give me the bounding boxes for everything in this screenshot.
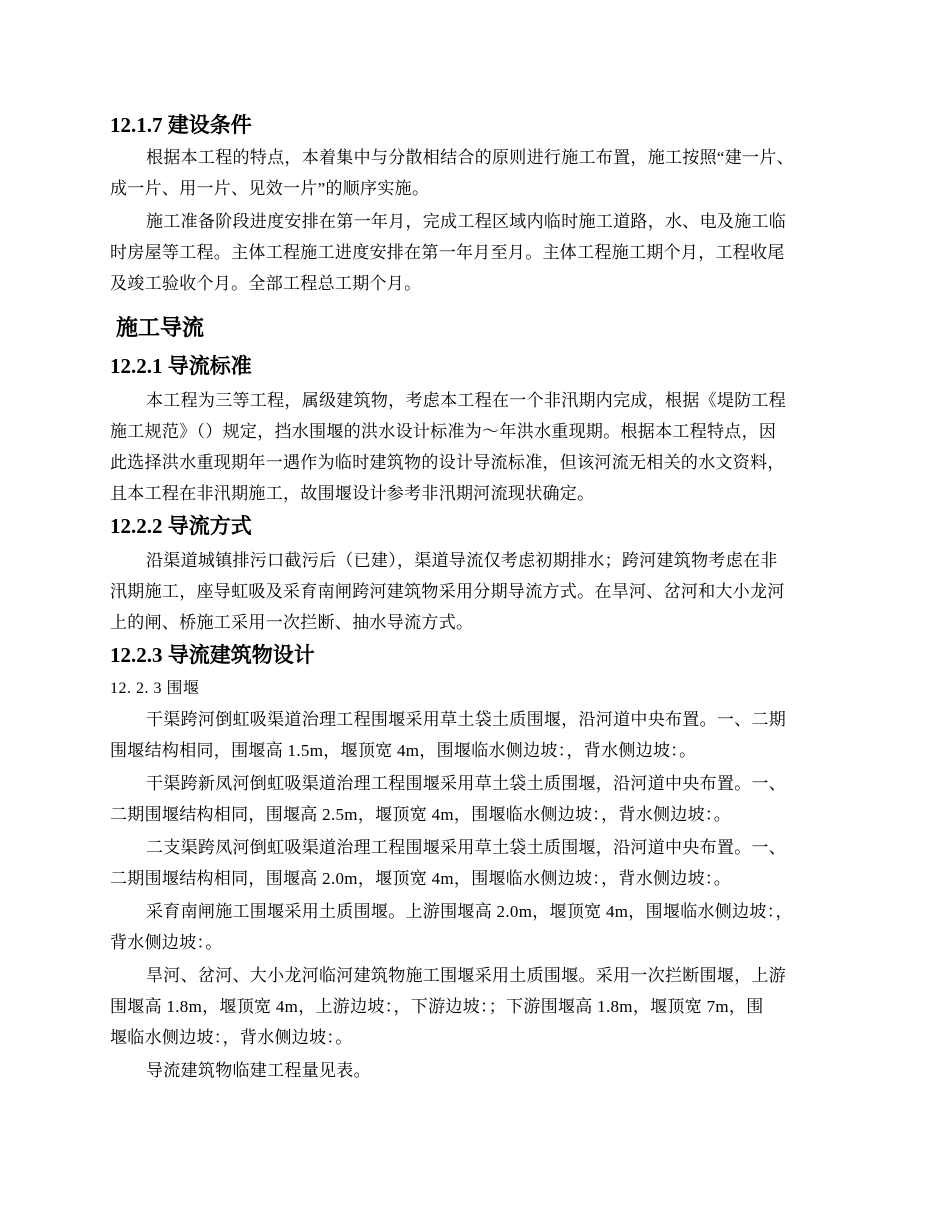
section-heading-construction-conditions: 12.1.7 建设条件 xyxy=(110,113,252,137)
paragraph xyxy=(110,896,850,958)
text-line: 汛期施工，座导虹吸及采育南闸跨河建筑物采用分期导流方式。在旱河、岔河和大小龙河 xyxy=(110,582,785,601)
text-line: 时房屋等工程。主体工程施工进度安排在第一年月至月。主体工程施工期个月，工程收尾 xyxy=(110,243,785,262)
section-heading-diversion-structure-design: 12.2.3 导流建筑物设计 xyxy=(110,643,315,667)
text-line: 施工准备阶段进度安排在第一年月，完成工程区域内临时施工道路，水、电及施工临 xyxy=(146,212,787,231)
text-line: 围堰高 1.8m，堰顶宽 4m，上游边坡：，下游边坡：；下游围堰高 1.8m，堰顶宽 7m，围 xyxy=(110,997,764,1016)
text-line: 本工程为三等工程，属级建筑物，考虑本工程在一个非汛期内完成，根据《堤防工程 xyxy=(146,391,787,410)
paragraph xyxy=(110,832,850,894)
text-line: 二期围堰结构相同，围堰高 2.5m，堰顶宽 4m，围堰临水侧边坡：，背水侧边坡：。 xyxy=(110,805,731,824)
section-heading-diversion: 施工导流 xyxy=(116,315,205,340)
text-line: 旱河、岔河、大小龙河临河建筑物施工围堰采用土质围堰。采用一次拦断围堰，上游 xyxy=(146,966,787,985)
text-line: 二支渠跨凤河倒虹吸渠道治理工程围堰采用草土袋土质围堰，沿河道中央布置。一、 xyxy=(146,838,787,857)
paragraph xyxy=(110,960,850,1053)
paragraph xyxy=(110,385,850,509)
text-line: 上的闸、桥施工采用一次拦断、抽水导流方式。 xyxy=(110,613,474,632)
text-line: 及竣工验收个月。全部工程总工期个月。 xyxy=(110,274,422,293)
paragraph xyxy=(110,704,850,766)
text-line: 干渠跨新凤河倒虹吸渠道治理工程围堰采用草土袋土质围堰，沿河道中央布置。一、 xyxy=(146,774,787,793)
document-body xyxy=(110,110,850,1086)
text-line: 堰临水侧边坡：，背水侧边坡：。 xyxy=(110,1028,353,1047)
section-heading-diversion-standard: 12.2.1 导流标准 xyxy=(110,354,252,378)
text-line: 采育南闸施工围堰采用土质围堰。上游围堰高 2.0m，堰顶宽 4m，围堰临水侧边坡：， xyxy=(146,902,793,921)
text-line: 二期围堰结构相同，围堰高 2.0m，堰顶宽 4m，围堰临水侧边坡：，背水侧边坡：。 xyxy=(110,869,731,888)
paragraph xyxy=(110,545,850,638)
text-line: 且本工程在非汛期施工，故围堰设计参考非汛期河流现状确定。 xyxy=(110,484,595,503)
text-line: 根据本工程的特点，本着集中与分散相结合的原则进行施工布置，施工按照“建一片、 xyxy=(146,148,794,167)
text-line: 施工规范》（）规定，挡水围堰的洪水设计标准为～年洪水重现期。根据本工程特点，因 xyxy=(110,422,777,441)
text-line: 此选择洪水重现期年一遇作为临时建筑物的设计导流标准，但该河流无相关的水文资料， xyxy=(110,453,785,472)
paragraph xyxy=(110,1055,850,1086)
subsection-heading-cofferdam: 12. 2. 3 围堰 xyxy=(110,680,200,697)
paragraph xyxy=(110,206,850,299)
text-line: 导流建筑物临建工程量见表。 xyxy=(146,1061,371,1080)
text-line: 围堰结构相同，围堰高 1.5m，堰顶宽 4m，围堰临水侧边坡：，背水侧边坡：。 xyxy=(110,741,697,760)
text-line: 背水侧边坡：。 xyxy=(110,933,223,952)
text-line: 成一片、用一片、见效一片”的顺序实施。 xyxy=(110,179,430,198)
section-heading-diversion-method: 12.2.2 导流方式 xyxy=(110,514,252,538)
paragraph xyxy=(110,768,850,830)
text-line: 沿渠道城镇排污口截污后（已建），渠道导流仅考虑初期排水；跨河建筑物考虑在非 xyxy=(146,551,778,570)
paragraph xyxy=(110,142,850,204)
text-line: 干渠跨河倒虹吸渠道治理工程围堰采用草土袋土质围堰，沿河道中央布置。一、二期 xyxy=(146,710,787,729)
